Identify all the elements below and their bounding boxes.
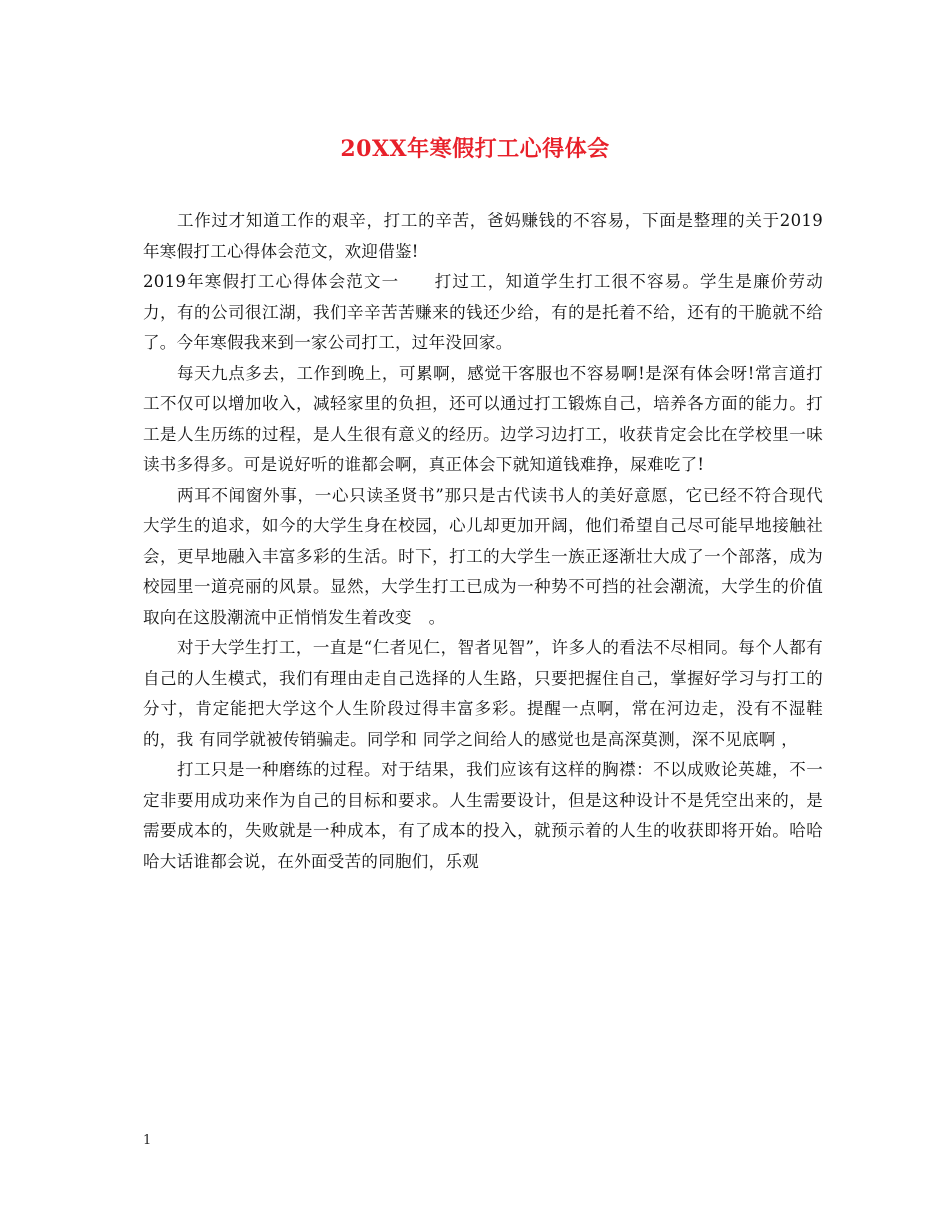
document-body <box>143 206 823 877</box>
paragraph-intro: 工作过才知道工作的艰辛，打工的辛苦，爸妈赚钱的不容易，下面是整理的关于2019年寒假打工心得体会范文，欢迎借鉴! <box>143 211 823 261</box>
paragraph-students-society: 两耳不闻窗外事，一心只读圣贤书”那只是古代读书人的美好意愿，它已经不符合现代大学生的追求，如今的大学生身在校园，心儿却更加开阔，他们希望自己尽可能早地接触社会，更早地融入丰富多彩的生活。时下，打工的大学生一族正逐渐壮大成了一个部落，成为校园里一道亮丽的风景。显然，大学生打工已成为一种势不可挡的社会潮流，大学生的价值取向在这股潮流中正悄悄发生着改变 。 <box>143 485 823 627</box>
page-number: 1 <box>143 1133 152 1148</box>
paragraph-tempering: 打工只是一种磨练的过程。对于结果，我们应该有这样的胸襟：不以成败论英雄，不一定非要用成功来作为自己的目标和要求。人生需要设计，但是这种设计不是凭空出来的，是需要成本的，失败就是一种成本，有了成本的投入，就预示着的人生的收获即将开始。哈哈哈大话谁都会说，在外面受苦的同胞们，乐观 <box>143 760 823 871</box>
document-title: 20XX年寒假打工心得体会 <box>340 136 610 162</box>
paragraph-daily-work: 每天九点多去，工作到晚上，可累啊，感觉干客服也不容易啊!是深有体会呀!常言道打工不仅可以增加收入，减轻家里的负担，还可以通过打工锻炼自己，培养各方面的能力。打工是人生历练的过程，是人生很有意义的经历。边学习边打工，收获肯定会比在学校里一味读书多得多。可是说好听的谁都会啊，真正体会下就知道钱难挣，屎难吃了! <box>143 363 823 474</box>
paragraph-sample-one: 2019年寒假打工心得体会范文一 打过工，知道学生打工很不容易。学生是廉价劳动力，有的公司很江湖，我们辛辛苦苦赚来的钱还少给，有的是托着不给，还有的干脆就不给了。今年寒假我来到一家公司打工，过年没回家。 <box>143 272 823 352</box>
paragraph-opinions: 对于大学生打工，一直是“仁者见仁，智者见智”，许多人的看法不尽相同。每个人都有自己的人生模式，我们有理由走自己选择的人生路，只要把握住自己，掌握好学习与打工的分寸，肯定能把大学这个人生阶段过得丰富多彩。提醒一点啊，常在河边走，没有不湿鞋的，我 有同学就被传销骗走。同学和 同学之间给人的感觉也是高深莫测，深不见底啊 ， <box>143 638 823 749</box>
